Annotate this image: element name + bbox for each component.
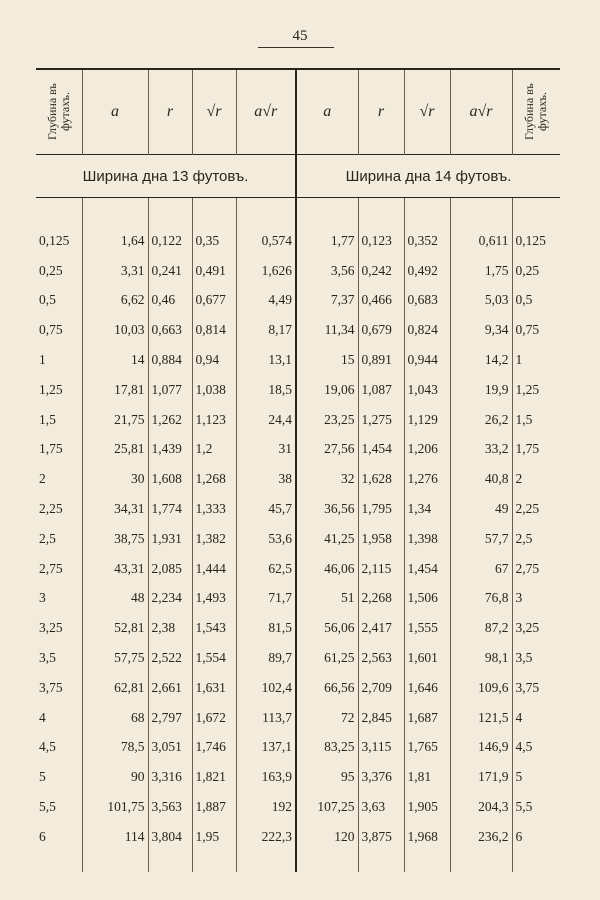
table-row <box>36 494 560 524</box>
cell-r-left: 1,262 <box>148 405 192 435</box>
cell-r-left: 3,051 <box>148 733 192 763</box>
cell-a-sqrt-r-left: 89,7 <box>236 643 296 673</box>
table-row <box>36 673 560 703</box>
cell-r-right: 3,115 <box>358 733 404 763</box>
cell-a-right: 61,25 <box>296 643 358 673</box>
cell-a-right: 19,06 <box>296 375 358 405</box>
cell-a-left: 6,62 <box>82 286 148 316</box>
page-number-rule <box>258 47 334 48</box>
cell-a-left: 3,31 <box>82 256 148 286</box>
cell-r-left: 0,663 <box>148 315 192 345</box>
cell-r-left: 1,608 <box>148 464 192 494</box>
cell-r-right: 2,563 <box>358 643 404 673</box>
cell-a-sqrt-r-right: 40,8 <box>450 464 512 494</box>
cell-depth-left: 4,5 <box>36 733 82 763</box>
cell-a-left: 90 <box>82 762 148 792</box>
cell-a-sqrt-r-right: 1,75 <box>450 256 512 286</box>
cell-a-left: 114 <box>82 822 148 852</box>
cell-sqrt-r-right: 1,687 <box>404 703 450 733</box>
cell-sqrt-r-left: 1,123 <box>192 405 236 435</box>
table-row <box>36 613 560 643</box>
cell-a-sqrt-r-left: 102,4 <box>236 673 296 703</box>
cell-depth-right: 6 <box>515 828 523 844</box>
header-sqrt-r-right: √r <box>404 69 450 155</box>
cell-a-sqrt-r-left: 163,9 <box>236 762 296 792</box>
cell-a-sqrt-r-right: 5,03 <box>450 286 512 316</box>
table-row <box>36 762 560 792</box>
cell-a-left: 34,31 <box>82 494 148 524</box>
cell-a-sqrt-r-right: 19,9 <box>450 375 512 405</box>
cell-a-left: 52,81 <box>82 613 148 643</box>
cell-sqrt-r-left: 0,94 <box>192 345 236 375</box>
cell-depth-left: 1,5 <box>36 405 82 435</box>
cell-a-left: 78,5 <box>82 733 148 763</box>
cell-sqrt-r-right: 0,352 <box>404 226 450 256</box>
cell-sqrt-r-left: 1,444 <box>192 554 236 584</box>
cell-r-right: 0,123 <box>358 226 404 256</box>
cell-sqrt-r-right: 1,276 <box>404 464 450 494</box>
cell-r-right: 1,795 <box>358 494 404 524</box>
table-row <box>36 315 560 345</box>
cell-a-sqrt-r-left: 0,574 <box>236 226 296 256</box>
cell-r-left: 1,774 <box>148 494 192 524</box>
cell-r-right: 3,63 <box>358 792 404 822</box>
cell-a-right: 66,56 <box>296 673 358 703</box>
header-a-right: a <box>296 69 358 155</box>
cell-a-sqrt-r-right: 171,9 <box>450 762 512 792</box>
cell-sqrt-r-right: 1,646 <box>404 673 450 703</box>
depth-label-right: Глубина въ футахъ. <box>522 83 550 141</box>
cell-a-right: 72 <box>296 703 358 733</box>
cell-a-sqrt-r-right: 49 <box>450 494 512 524</box>
cell-a-sqrt-r-right: 9,34 <box>450 315 512 345</box>
cell-r-right: 2,709 <box>358 673 404 703</box>
table-row <box>36 584 560 614</box>
cell-depth-right: 1,5 <box>515 411 533 427</box>
cell-a-sqrt-r-left: 18,5 <box>236 375 296 405</box>
cell-depth-right: 1,75 <box>515 441 540 457</box>
cell-depth-left: 0,25 <box>36 256 82 286</box>
table-row <box>36 226 560 256</box>
cell-a-sqrt-r-right: 0,611 <box>450 226 512 256</box>
cell-r-right: 2,268 <box>358 584 404 614</box>
cell-sqrt-r-right: 0,683 <box>404 286 450 316</box>
cell-a-left: 30 <box>82 464 148 494</box>
cell-a-sqrt-r-right: 236,2 <box>450 822 512 852</box>
cell-sqrt-r-right: 1,506 <box>404 584 450 614</box>
cell-a-right: 46,06 <box>296 554 358 584</box>
cell-sqrt-r-right: 1,454 <box>404 554 450 584</box>
cell-r-right: 2,115 <box>358 554 404 584</box>
cell-a-right: 41,25 <box>296 524 358 554</box>
cell-sqrt-r-right: 0,492 <box>404 256 450 286</box>
cell-a-sqrt-r-left: 192 <box>236 792 296 822</box>
table-row <box>36 345 560 375</box>
cell-sqrt-r-right: 1,129 <box>404 405 450 435</box>
page-number: 45 <box>292 28 308 44</box>
cell-sqrt-r-right: 0,824 <box>404 315 450 345</box>
cell-r-left: 0,884 <box>148 345 192 375</box>
cell-depth-right: 3 <box>515 590 523 606</box>
cell-a-sqrt-r-left: 81,5 <box>236 613 296 643</box>
cell-a-left: 43,31 <box>82 554 148 584</box>
cell-sqrt-r-right: 1,601 <box>404 643 450 673</box>
cell-sqrt-r-left: 1,95 <box>192 822 236 852</box>
cell-a-right: 27,56 <box>296 435 358 465</box>
cell-depth-left: 2,25 <box>36 494 82 524</box>
cell-depth-right: 2 <box>515 471 523 487</box>
cell-depth-right: 4,5 <box>515 739 533 755</box>
cell-r-left: 2,085 <box>148 554 192 584</box>
end-spacer-row <box>36 852 560 872</box>
cell-r-right: 0,242 <box>358 256 404 286</box>
cell-a-right: 56,06 <box>296 613 358 643</box>
cell-a-right: 83,25 <box>296 733 358 763</box>
table-row <box>36 703 560 733</box>
cell-a-left: 14 <box>82 345 148 375</box>
table-row <box>36 256 560 286</box>
cell-depth-right: 0,125 <box>515 232 546 248</box>
cell-r-right: 2,845 <box>358 703 404 733</box>
header-a-sqrt-r-right: a√r <box>450 69 512 155</box>
header-a-sqrt-r-left: a√r <box>236 69 296 155</box>
cell-depth-right: 3,5 <box>515 650 533 666</box>
cell-depth-left: 0,5 <box>36 286 82 316</box>
cell-r-right: 1,275 <box>358 405 404 435</box>
cell-depth-right: 2,5 <box>515 530 533 546</box>
cell-a-sqrt-r-left: 13,1 <box>236 345 296 375</box>
cell-sqrt-r-left: 1,554 <box>192 643 236 673</box>
cell-a-sqrt-r-right: 57,7 <box>450 524 512 554</box>
cell-r-right: 0,466 <box>358 286 404 316</box>
cell-sqrt-r-left: 1,038 <box>192 375 236 405</box>
cell-sqrt-r-left: 1,631 <box>192 673 236 703</box>
header-sqrt-r-left: √r <box>192 69 236 155</box>
cell-a-left: 57,75 <box>82 643 148 673</box>
cell-depth-right: 0,75 <box>515 322 540 338</box>
cell-sqrt-r-left: 1,382 <box>192 524 236 554</box>
cell-a-sqrt-r-left: 8,17 <box>236 315 296 345</box>
cell-a-sqrt-r-left: 31 <box>236 435 296 465</box>
cell-depth-left: 2 <box>36 464 82 494</box>
cell-a-right: 32 <box>296 464 358 494</box>
table-row <box>36 822 560 852</box>
cell-a-sqrt-r-right: 98,1 <box>450 643 512 673</box>
cell-a-right: 120 <box>296 822 358 852</box>
cell-a-sqrt-r-right: 33,2 <box>450 435 512 465</box>
cell-depth-left: 0,75 <box>36 315 82 345</box>
cell-a-sqrt-r-right: 67 <box>450 554 512 584</box>
cell-a-left: 10,03 <box>82 315 148 345</box>
cell-a-right: 11,34 <box>296 315 358 345</box>
cell-a-sqrt-r-left: 4,49 <box>236 286 296 316</box>
cell-a-sqrt-r-right: 109,6 <box>450 673 512 703</box>
cell-a-right: 95 <box>296 762 358 792</box>
cell-depth-right: 3,75 <box>515 679 540 695</box>
cell-a-left: 21,75 <box>82 405 148 435</box>
cell-r-right: 2,417 <box>358 613 404 643</box>
cell-sqrt-r-left: 1,887 <box>192 792 236 822</box>
cell-sqrt-r-right: 1,905 <box>404 792 450 822</box>
cell-depth-left: 0,125 <box>36 226 82 256</box>
cell-r-left: 0,122 <box>148 226 192 256</box>
table-row <box>36 554 560 584</box>
cell-a-left: 48 <box>82 584 148 614</box>
cell-depth-right: 3,25 <box>515 620 540 636</box>
cell-a-left: 17,81 <box>82 375 148 405</box>
cell-a-left: 101,75 <box>82 792 148 822</box>
cell-sqrt-r-left: 1,821 <box>192 762 236 792</box>
section-title-13-ft: Ширина дна 13 футовъ. <box>36 155 296 198</box>
cell-depth-right: 5 <box>515 769 523 785</box>
table-row <box>36 524 560 554</box>
cell-sqrt-r-right: 1,043 <box>404 375 450 405</box>
cell-sqrt-r-left: 1,2 <box>192 435 236 465</box>
cell-r-right: 1,087 <box>358 375 404 405</box>
cell-depth-left: 1,75 <box>36 435 82 465</box>
cell-r-right: 0,679 <box>358 315 404 345</box>
cell-sqrt-r-left: 0,491 <box>192 256 236 286</box>
cell-a-left: 62,81 <box>82 673 148 703</box>
cell-a-right: 107,25 <box>296 792 358 822</box>
cell-a-left: 1,64 <box>82 226 148 256</box>
table-row <box>36 464 560 494</box>
cell-a-sqrt-r-left: 62,5 <box>236 554 296 584</box>
table-row <box>36 792 560 822</box>
cell-r-right: 1,454 <box>358 435 404 465</box>
cell-r-left: 0,241 <box>148 256 192 286</box>
cell-sqrt-r-right: 1,34 <box>404 494 450 524</box>
cell-sqrt-r-right: 0,944 <box>404 345 450 375</box>
header-depth-right <box>512 69 560 155</box>
cell-r-left: 0,46 <box>148 286 192 316</box>
cell-r-right: 0,891 <box>358 345 404 375</box>
cell-depth-left: 3,5 <box>36 643 82 673</box>
cell-a-left: 38,75 <box>82 524 148 554</box>
cell-depth-left: 3,25 <box>36 613 82 643</box>
cell-a-sqrt-r-left: 24,4 <box>236 405 296 435</box>
cell-a-sqrt-r-left: 222,3 <box>236 822 296 852</box>
cell-depth-left: 2,5 <box>36 524 82 554</box>
cell-sqrt-r-left: 0,814 <box>192 315 236 345</box>
cell-depth-left: 6 <box>36 822 82 852</box>
cell-sqrt-r-left: 1,268 <box>192 464 236 494</box>
cell-a-sqrt-r-left: 137,1 <box>236 733 296 763</box>
cell-a-right: 3,56 <box>296 256 358 286</box>
section-header-row <box>36 155 560 198</box>
cell-a-sqrt-r-right: 121,5 <box>450 703 512 733</box>
cell-a-sqrt-r-right: 14,2 <box>450 345 512 375</box>
cell-sqrt-r-left: 1,746 <box>192 733 236 763</box>
cell-sqrt-r-right: 1,765 <box>404 733 450 763</box>
cell-a-sqrt-r-left: 1,626 <box>236 256 296 286</box>
table-row <box>36 375 560 405</box>
hydraulic-table-container <box>36 68 560 868</box>
cell-a-sqrt-r-right: 87,2 <box>450 613 512 643</box>
cell-a-right: 51 <box>296 584 358 614</box>
cell-depth-right: 5,5 <box>515 799 533 815</box>
header-row <box>36 69 560 155</box>
cell-a-right: 36,56 <box>296 494 358 524</box>
cell-a-sqrt-r-left: 45,7 <box>236 494 296 524</box>
cell-r-right: 1,628 <box>358 464 404 494</box>
cell-sqrt-r-left: 1,672 <box>192 703 236 733</box>
cell-a-sqrt-r-left: 53,6 <box>236 524 296 554</box>
section-title-14-ft: Ширина дна 14 футовъ. <box>296 155 560 198</box>
cell-a-sqrt-r-right: 26,2 <box>450 405 512 435</box>
cell-depth-right: 2,25 <box>515 501 540 517</box>
cell-depth-left: 3 <box>36 584 82 614</box>
cell-depth-right: 4 <box>515 709 523 725</box>
cell-sqrt-r-left: 1,543 <box>192 613 236 643</box>
spacer-row <box>36 198 560 227</box>
cell-a-right: 7,37 <box>296 286 358 316</box>
cell-r-left: 2,522 <box>148 643 192 673</box>
cell-depth-left: 2,75 <box>36 554 82 584</box>
cell-depth-right: 2,75 <box>515 560 540 576</box>
cell-depth-left: 1,25 <box>36 375 82 405</box>
cell-a-right: 23,25 <box>296 405 358 435</box>
cell-a-sqrt-r-right: 76,8 <box>450 584 512 614</box>
cell-sqrt-r-right: 1,968 <box>404 822 450 852</box>
hydraulic-table <box>36 68 560 872</box>
cell-a-sqrt-r-right: 204,3 <box>450 792 512 822</box>
cell-sqrt-r-right: 1,206 <box>404 435 450 465</box>
cell-a-sqrt-r-left: 71,7 <box>236 584 296 614</box>
cell-r-left: 2,661 <box>148 673 192 703</box>
cell-depth-right: 1,25 <box>515 381 540 397</box>
table-row <box>36 405 560 435</box>
cell-a-sqrt-r-left: 38 <box>236 464 296 494</box>
cell-depth-right: 0,5 <box>515 292 533 308</box>
cell-sqrt-r-left: 1,333 <box>192 494 236 524</box>
cell-r-left: 2,38 <box>148 613 192 643</box>
cell-r-left: 2,797 <box>148 703 192 733</box>
cell-depth-left: 1 <box>36 345 82 375</box>
table-row <box>36 435 560 465</box>
header-r-left: r <box>148 69 192 155</box>
header-depth-left <box>36 69 82 155</box>
table-row <box>36 286 560 316</box>
cell-r-left: 2,234 <box>148 584 192 614</box>
cell-r-left: 3,316 <box>148 762 192 792</box>
cell-depth-left: 5 <box>36 762 82 792</box>
depth-label-left: Глубина въ футахъ. <box>44 83 72 141</box>
cell-depth-right: 0,25 <box>515 262 540 278</box>
cell-a-right: 15 <box>296 345 358 375</box>
cell-sqrt-r-left: 0,35 <box>192 226 236 256</box>
cell-depth-left: 5,5 <box>36 792 82 822</box>
table-row <box>36 643 560 673</box>
cell-r-left: 1,077 <box>148 375 192 405</box>
cell-r-right: 3,875 <box>358 822 404 852</box>
cell-a-sqrt-r-left: 113,7 <box>236 703 296 733</box>
cell-r-left: 1,439 <box>148 435 192 465</box>
cell-sqrt-r-right: 1,398 <box>404 524 450 554</box>
header-r-right: r <box>358 69 404 155</box>
table-body <box>36 198 560 872</box>
cell-a-sqrt-r-right: 146,9 <box>450 733 512 763</box>
cell-r-left: 3,563 <box>148 792 192 822</box>
cell-a-left: 68 <box>82 703 148 733</box>
cell-sqrt-r-left: 1,493 <box>192 584 236 614</box>
cell-r-left: 3,804 <box>148 822 192 852</box>
cell-sqrt-r-left: 0,677 <box>192 286 236 316</box>
header-a-left: a <box>82 69 148 155</box>
cell-sqrt-r-right: 1,555 <box>404 613 450 643</box>
cell-a-left: 25,81 <box>82 435 148 465</box>
cell-depth-left: 3,75 <box>36 673 82 703</box>
cell-r-right: 3,376 <box>358 762 404 792</box>
cell-sqrt-r-right: 1,81 <box>404 762 450 792</box>
table-row <box>36 733 560 763</box>
cell-depth-right: 1 <box>515 352 523 368</box>
cell-r-right: 1,958 <box>358 524 404 554</box>
cell-a-right: 1,77 <box>296 226 358 256</box>
cell-r-left: 1,931 <box>148 524 192 554</box>
cell-depth-left: 4 <box>36 703 82 733</box>
